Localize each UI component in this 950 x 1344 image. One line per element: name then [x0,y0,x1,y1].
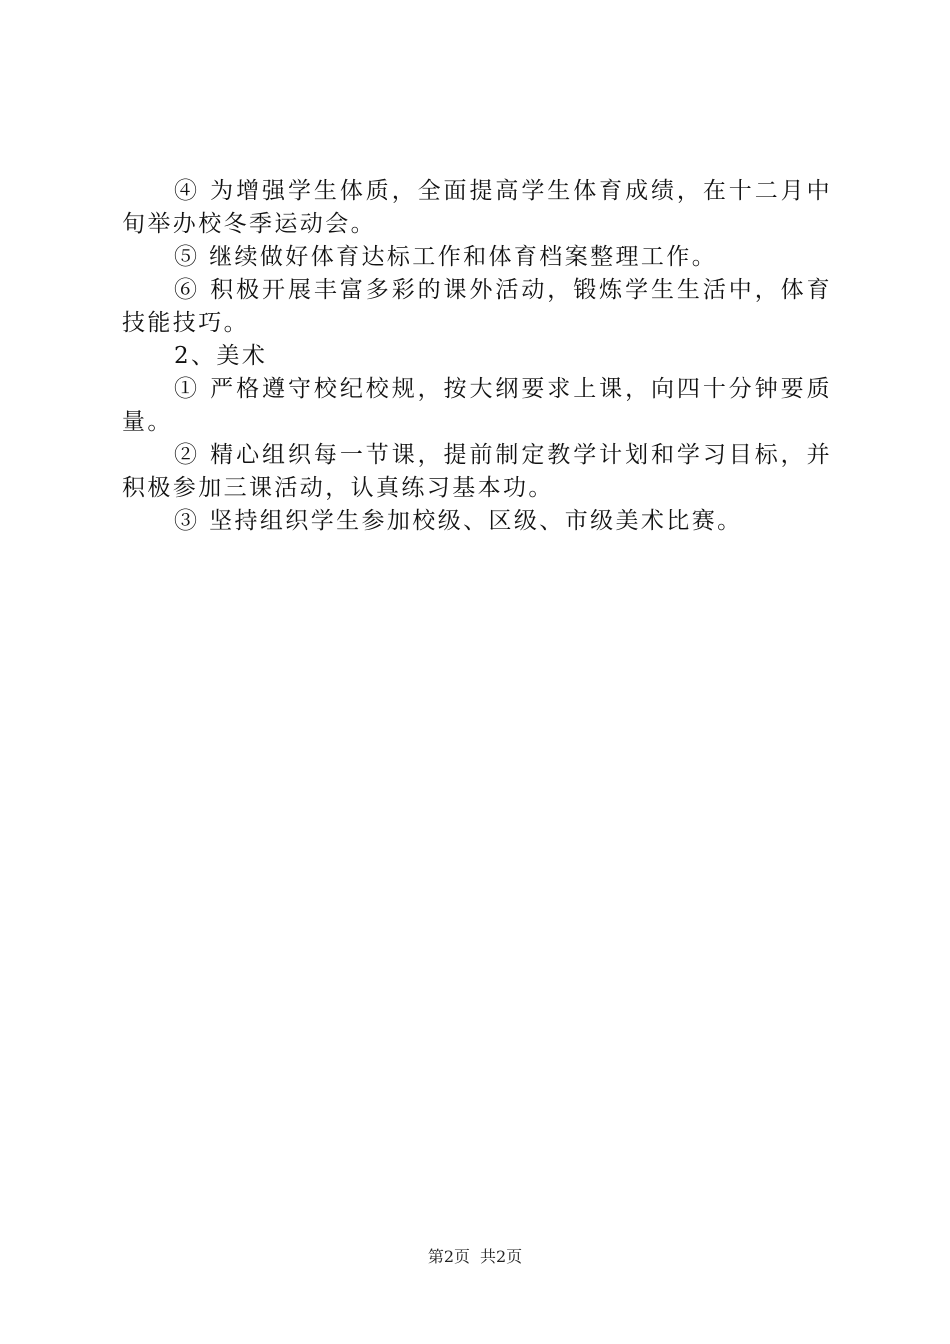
document-body [122,175,832,538]
page-total: 共2页 [480,1247,523,1266]
section-heading-art: 2、美术 [174,343,268,369]
paragraph-pe-item-5: ⑤ 继续做好体育达标工作和体育档案整理工作。 [174,244,718,270]
paragraph-pe-item-6: ⑥ 积极开展丰富多彩的课外活动，锻炼学生生活中，体育技能技巧。 [122,277,832,336]
page-number: 第2页 [427,1247,470,1266]
paragraph-art-item-3: ③ 坚持组织学生参加校级、区级、市级美术比赛。 [174,508,743,534]
paragraph-art-item-1: ① 严格遵守校纪校规，按大纲要求上课，向四十分钟要质量。 [122,376,832,435]
paragraph-pe-item-4: ④ 为增强学生体质，全面提高学生体育成绩，在十二月中旬举办校冬季运动会。 [122,178,832,237]
page-footer [0,1244,950,1267]
paragraph-art-item-2: ② 精心组织每一节课，提前制定教学计划和学习目标，并积极参加三课活动，认真练习基本功。 [122,442,832,501]
